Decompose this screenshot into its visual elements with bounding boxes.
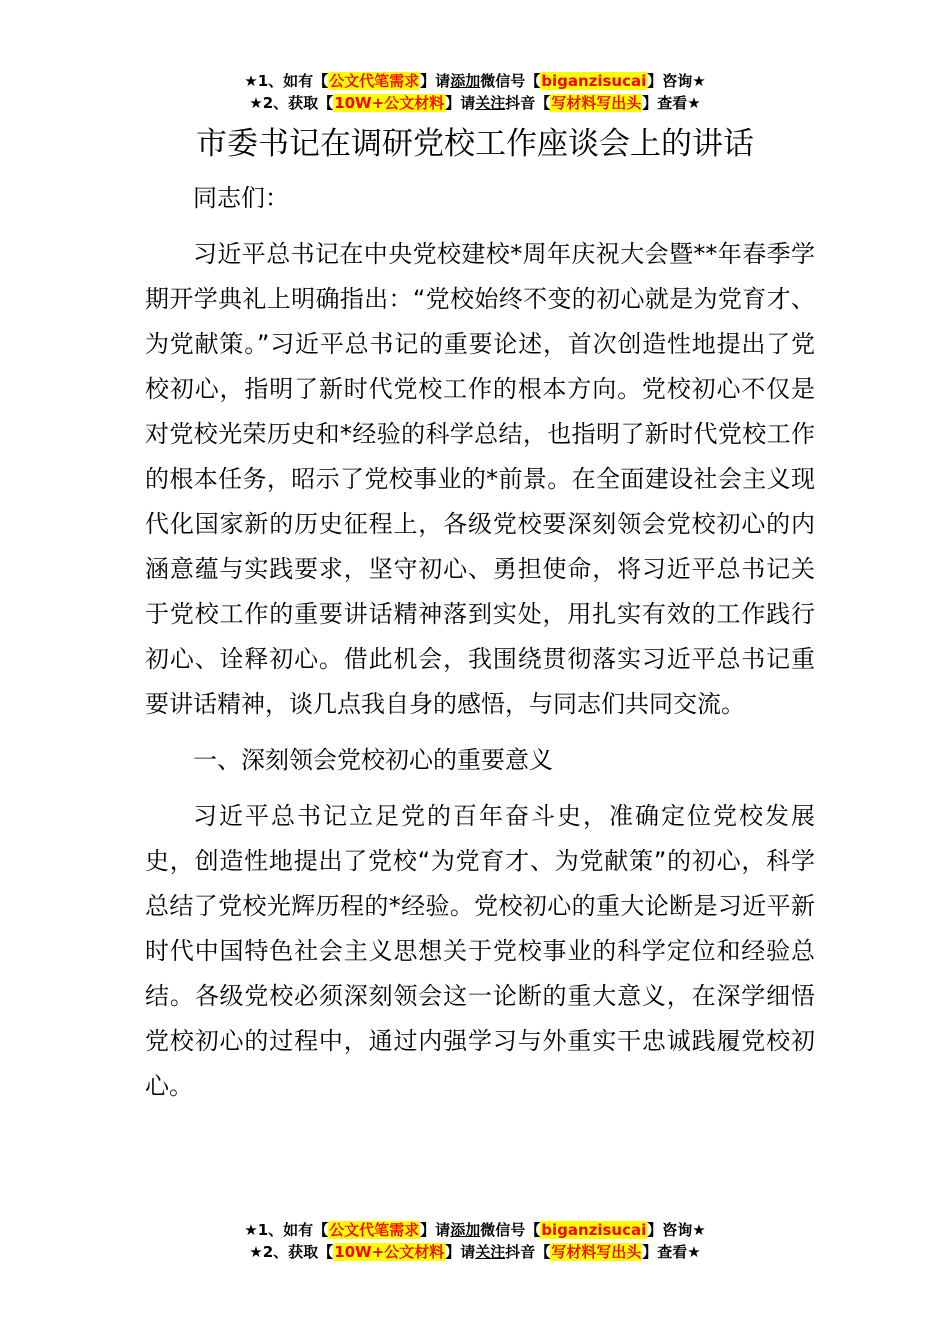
promo-underlined: 关注	[475, 1243, 506, 1261]
promo-text: 】查看★	[642, 94, 701, 112]
promo-douyin-id: 写材料写出头	[551, 1243, 642, 1261]
promo-underlined: 添加	[450, 72, 481, 90]
promo-text: 】咨询★	[647, 1221, 706, 1239]
promo-text: ★2、获取【	[249, 1243, 334, 1261]
promo-line-1	[0, 1219, 950, 1241]
promo-line-1	[0, 70, 950, 92]
promo-text: 微信号【	[480, 1221, 541, 1239]
promo-text: 】请	[420, 1221, 451, 1239]
promo-text: 】查看★	[642, 1243, 701, 1261]
promo-text: ★1、如有【	[244, 72, 329, 90]
salutation: 同志们：	[193, 184, 289, 212]
promo-highlight: 10W+公文材料	[334, 94, 445, 112]
paragraph: 习近平总书记在中央党校建校*周年庆祝大会暨**年春季学期开学典礼上明确指出：“党校始终不变的初心就是为党育才、为党献策。”习近平总书记的重要论述，首次创造性地提出了党校初心，指明了新时代党校工作的根本方向。党校初心不仅是对党校光荣历史和*经验的科学总结，也指明了新时代党校工作的根本任务，昭示了党校事业的*前景。在全面建设社会主义现代化国家新的历史征程上，各级党校要深刻领会党校初心的内涵意蕴与实践要求，坚守初心、勇担使命，将习近平总书记关于党校工作的重要讲话精神落到实处，用扎实有效的工作践行初心、诠释初心。借此机会，我围绕贯彻落实习近平总书记重要讲话精神，谈几点我自身的感悟，与同志们共同交流。	[145, 240, 815, 718]
promo-douyin-id: 写材料写出头	[551, 94, 642, 112]
promo-underlined: 关注	[475, 94, 506, 112]
section-heading: 一、深刻领会党校初心的重要意义	[193, 746, 553, 774]
promo-text: 微信号【	[480, 72, 541, 90]
promo-text: 】请	[445, 1243, 476, 1261]
footer-promo-banner	[0, 1219, 950, 1263]
promo-text: 】请	[445, 94, 476, 112]
promo-text: ★1、如有【	[244, 1221, 329, 1239]
promo-highlight: 公文代笔需求	[329, 72, 420, 90]
promo-text: 】咨询★	[647, 72, 706, 90]
header-promo-banner	[0, 70, 950, 114]
promo-highlight: 10W+公文材料	[334, 1243, 445, 1261]
promo-line-2	[0, 1241, 950, 1263]
paragraph: 习近平总书记立足党的百年奋斗史，准确定位党校发展史，创造性地提出了党校“为党育才、为党献策”的初心，科学总结了党校光辉历程的*经验。党校初心的重大论断是习近平新时代中国特色社会主义思想关于党校事业的科学定位和经验总结。各级党校必须深刻领会这一论断的重大意义，在深学细悟党校初心的过程中，通过内强学习与外重实干忠诚践履党校初心。	[145, 802, 815, 1100]
promo-line-2	[0, 92, 950, 114]
document-title: 市委书记在调研党校工作座谈会上的讲话	[196, 126, 754, 162]
promo-text: 抖音【	[505, 1243, 551, 1261]
promo-wechat-id: biganzisucai	[541, 72, 647, 90]
document-body	[145, 176, 815, 1109]
promo-wechat-id: biganzisucai	[541, 1221, 647, 1239]
promo-highlight: 公文代笔需求	[329, 1221, 420, 1239]
promo-underlined: 添加	[450, 1221, 481, 1239]
promo-text: 抖音【	[505, 94, 551, 112]
promo-text: ★2、获取【	[249, 94, 334, 112]
promo-text: 】请	[420, 72, 451, 90]
